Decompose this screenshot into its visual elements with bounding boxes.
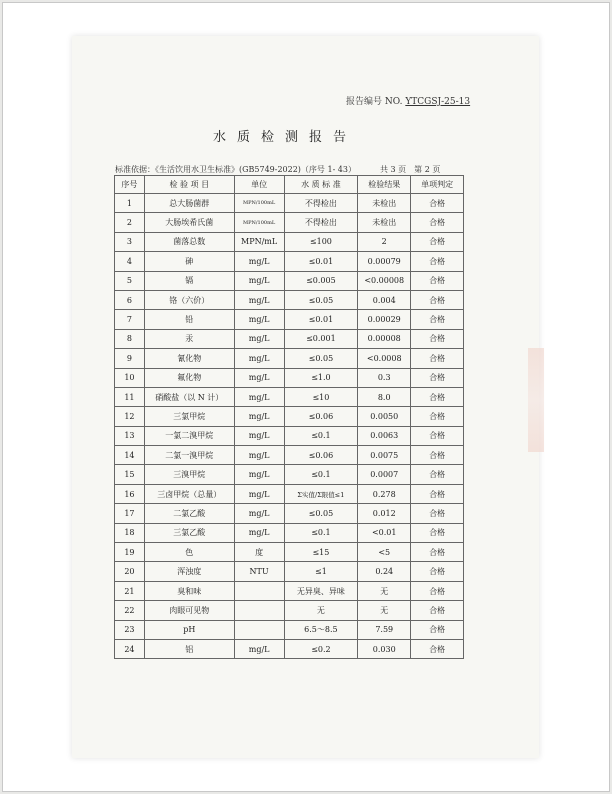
cell-unit: mg/L: [234, 252, 284, 271]
cell-standard: 6.5～8.5: [284, 620, 358, 639]
cell-unit: mg/L: [234, 639, 284, 658]
cell-no: 16: [115, 484, 145, 503]
cell-standard: ≤1: [284, 562, 358, 581]
cell-unit: mg/L: [234, 446, 284, 465]
cell-no: 24: [115, 639, 145, 658]
table-row: [115, 601, 464, 620]
cell-unit: mg/L: [234, 368, 284, 387]
cell-verdict: 合格: [411, 620, 464, 639]
cell-item: 三卤甲烷（总量）: [144, 484, 234, 503]
cell-unit: MPN/100mL: [234, 213, 284, 232]
results-table: [114, 175, 464, 659]
cell-item: 氰化物: [144, 349, 234, 368]
cell-standard: 无异臭、异味: [284, 581, 358, 600]
cell-item: 三氯乙酸: [144, 523, 234, 542]
cell-no: 5: [115, 271, 145, 290]
cell-result: 0.012: [358, 504, 411, 523]
cell-result: 0.004: [358, 290, 411, 309]
cell-item: 总大肠菌群: [144, 194, 234, 213]
cell-verdict: 合格: [411, 446, 464, 465]
cell-no: 22: [115, 601, 145, 620]
cell-no: 11: [115, 387, 145, 406]
report-number-label: 报告编号 NO.: [346, 97, 403, 107]
cell-no: 10: [115, 368, 145, 387]
cell-verdict: 合格: [411, 426, 464, 445]
cell-no: 18: [115, 523, 145, 542]
cell-standard: ≤0.01: [284, 252, 358, 271]
cell-result: <5: [358, 543, 411, 562]
cell-result: 0.030: [358, 639, 411, 658]
cell-result: 0.00079: [358, 252, 411, 271]
cell-verdict: 合格: [411, 504, 464, 523]
cell-unit: mg/L: [234, 465, 284, 484]
cell-unit: 度: [234, 543, 284, 562]
cell-standard: ≤0.005: [284, 271, 358, 290]
cell-verdict: 合格: [411, 349, 464, 368]
cell-unit: mg/L: [234, 484, 284, 503]
cell-no: 4: [115, 252, 145, 271]
cell-unit: [234, 601, 284, 620]
table-row: [115, 329, 464, 348]
cell-item: 色: [144, 543, 234, 562]
cell-item: pH: [144, 620, 234, 639]
cell-result: <0.00008: [358, 271, 411, 290]
cell-no: 2: [115, 213, 145, 232]
cell-result: 无: [358, 581, 411, 600]
cell-unit: mg/L: [234, 329, 284, 348]
table-row: [115, 213, 464, 232]
cell-standard: ≤0.05: [284, 504, 358, 523]
cell-item: 氟化物: [144, 368, 234, 387]
cell-unit: mg/L: [234, 523, 284, 542]
cell-no: 20: [115, 562, 145, 581]
cell-item: 二氯乙酸: [144, 504, 234, 523]
table-row: [115, 639, 464, 658]
table-row: [115, 581, 464, 600]
cell-verdict: 合格: [411, 601, 464, 620]
table-row: [115, 504, 464, 523]
cell-no: 15: [115, 465, 145, 484]
header-result: 检验结果: [358, 176, 411, 194]
seal-stamp-edge: [528, 348, 544, 452]
cell-unit: mg/L: [234, 349, 284, 368]
cell-unit: MPN/mL: [234, 232, 284, 251]
cell-verdict: 合格: [411, 213, 464, 232]
cell-unit: NTU: [234, 562, 284, 581]
table-row: [115, 407, 464, 426]
cell-verdict: 合格: [411, 368, 464, 387]
cell-result: 0.3: [358, 368, 411, 387]
cell-standard: Σ实值/Σ限值≤1: [284, 484, 358, 503]
page-indicator: 共 3 页 第 2 页: [380, 165, 441, 174]
report-number: [346, 94, 470, 107]
header-unit: 单位: [234, 176, 284, 194]
table-row: [115, 562, 464, 581]
cell-standard: ≤0.01: [284, 310, 358, 329]
cell-result: 0.0050: [358, 407, 411, 426]
cell-standard: ≤0.05: [284, 349, 358, 368]
report-number-value: YTCGSJ-25-13: [405, 97, 471, 107]
cell-item: 大肠埃希氏菌: [144, 213, 234, 232]
cell-item: 汞: [144, 329, 234, 348]
cell-result: 未检出: [358, 213, 411, 232]
table-row: [115, 543, 464, 562]
cell-verdict: 合格: [411, 639, 464, 658]
cell-unit: mg/L: [234, 426, 284, 445]
cell-no: 23: [115, 620, 145, 639]
cell-unit: mg/L: [234, 504, 284, 523]
table-row: [115, 426, 464, 445]
cell-verdict: 合格: [411, 562, 464, 581]
cell-result: 未检出: [358, 194, 411, 213]
table-row: [115, 446, 464, 465]
table-row: [115, 620, 464, 639]
cell-unit: [234, 581, 284, 600]
cell-verdict: 合格: [411, 387, 464, 406]
cell-item: 硝酸盐（以 N 计）: [144, 387, 234, 406]
cell-no: 7: [115, 310, 145, 329]
cell-item: 臭和味: [144, 581, 234, 600]
cell-unit: MPN/100mL: [234, 194, 284, 213]
table-row: [115, 290, 464, 309]
cell-standard: ≤0.06: [284, 407, 358, 426]
cell-standard: ≤0.1: [284, 426, 358, 445]
cell-no: 17: [115, 504, 145, 523]
cell-result: <0.0008: [358, 349, 411, 368]
cell-standard: ≤100: [284, 232, 358, 251]
table-row: [115, 465, 464, 484]
cell-standard: ≤0.1: [284, 465, 358, 484]
cell-item: 镉: [144, 271, 234, 290]
cell-verdict: 合格: [411, 329, 464, 348]
cell-item: 铝: [144, 639, 234, 658]
cell-verdict: 合格: [411, 290, 464, 309]
cell-item: 三溴甲烷: [144, 465, 234, 484]
cell-standard: 无: [284, 601, 358, 620]
cell-item: 铬（六价）: [144, 290, 234, 309]
cell-verdict: 合格: [411, 484, 464, 503]
standard-basis: 标准依据：《生活饮用水卫生标准》(GB5749-2022)（序号 1- 43）: [115, 165, 356, 174]
cell-verdict: 合格: [411, 252, 464, 271]
cell-standard: ≤10: [284, 387, 358, 406]
cell-verdict: 合格: [411, 407, 464, 426]
cell-unit: mg/L: [234, 310, 284, 329]
cell-verdict: 合格: [411, 465, 464, 484]
cell-no: 21: [115, 581, 145, 600]
cell-verdict: 合格: [411, 543, 464, 562]
cell-unit: mg/L: [234, 271, 284, 290]
cell-unit: mg/L: [234, 290, 284, 309]
cell-result: 7.59: [358, 620, 411, 639]
cell-unit: mg/L: [234, 387, 284, 406]
cell-result: 8.0: [358, 387, 411, 406]
cell-result: 2: [358, 232, 411, 251]
cell-item: 一氯二溴甲烷: [144, 426, 234, 445]
cell-result: 0.00008: [358, 329, 411, 348]
header-standard: 水 质 标 准: [284, 176, 358, 194]
table-row: [115, 387, 464, 406]
cell-item: 三氯甲烷: [144, 407, 234, 426]
table-row: [115, 368, 464, 387]
table-row: [115, 232, 464, 251]
cell-result: 无: [358, 601, 411, 620]
cell-standard: 不得检出: [284, 194, 358, 213]
cell-standard: 不得检出: [284, 213, 358, 232]
cell-item: 二氯一溴甲烷: [144, 446, 234, 465]
cell-standard: ≤0.05: [284, 290, 358, 309]
cell-verdict: 合格: [411, 310, 464, 329]
table-row: [115, 271, 464, 290]
cell-verdict: 合格: [411, 271, 464, 290]
cell-item: 砷: [144, 252, 234, 271]
cell-verdict: 合格: [411, 523, 464, 542]
cell-result: 0.0075: [358, 446, 411, 465]
cell-item: 浑浊度: [144, 562, 234, 581]
cell-no: 14: [115, 446, 145, 465]
cell-verdict: 合格: [411, 194, 464, 213]
cell-standard: ≤0.06: [284, 446, 358, 465]
header-no: 序号: [115, 176, 145, 194]
table-row: [115, 523, 464, 542]
table-row: [115, 484, 464, 503]
cell-item: 铅: [144, 310, 234, 329]
cell-no: 6: [115, 290, 145, 309]
page-title: 水质检测报告: [212, 130, 357, 145]
cell-result: 0.0007: [358, 465, 411, 484]
cell-result: <0.01: [358, 523, 411, 542]
cell-result: 0.00029: [358, 310, 411, 329]
cell-unit: [234, 620, 284, 639]
cell-standard: ≤1.0: [284, 368, 358, 387]
table-body: [115, 194, 464, 659]
cell-no: 9: [115, 349, 145, 368]
cell-no: 8: [115, 329, 145, 348]
cell-item: 肉眼可见物: [144, 601, 234, 620]
cell-unit: mg/L: [234, 407, 284, 426]
table-row: [115, 310, 464, 329]
header-verdict: 单项判定: [411, 176, 464, 194]
cell-result: 0.24: [358, 562, 411, 581]
cell-standard: ≤0.1: [284, 523, 358, 542]
cell-standard: ≤15: [284, 543, 358, 562]
cell-result: 0.0063: [358, 426, 411, 445]
cell-no: 19: [115, 543, 145, 562]
cell-no: 1: [115, 194, 145, 213]
table-row: [115, 349, 464, 368]
cell-no: 13: [115, 426, 145, 445]
cell-item: 菌落总数: [144, 232, 234, 251]
cell-result: 0.278: [358, 484, 411, 503]
table-row: [115, 252, 464, 271]
cell-standard: ≤0.001: [284, 329, 358, 348]
cell-verdict: 合格: [411, 232, 464, 251]
header-item: 检 验 项 目: [144, 176, 234, 194]
cell-no: 12: [115, 407, 145, 426]
table-header-row: [115, 176, 464, 194]
table-row: [115, 194, 464, 213]
cell-verdict: 合格: [411, 581, 464, 600]
cell-no: 3: [115, 232, 145, 251]
cell-standard: ≤0.2: [284, 639, 358, 658]
